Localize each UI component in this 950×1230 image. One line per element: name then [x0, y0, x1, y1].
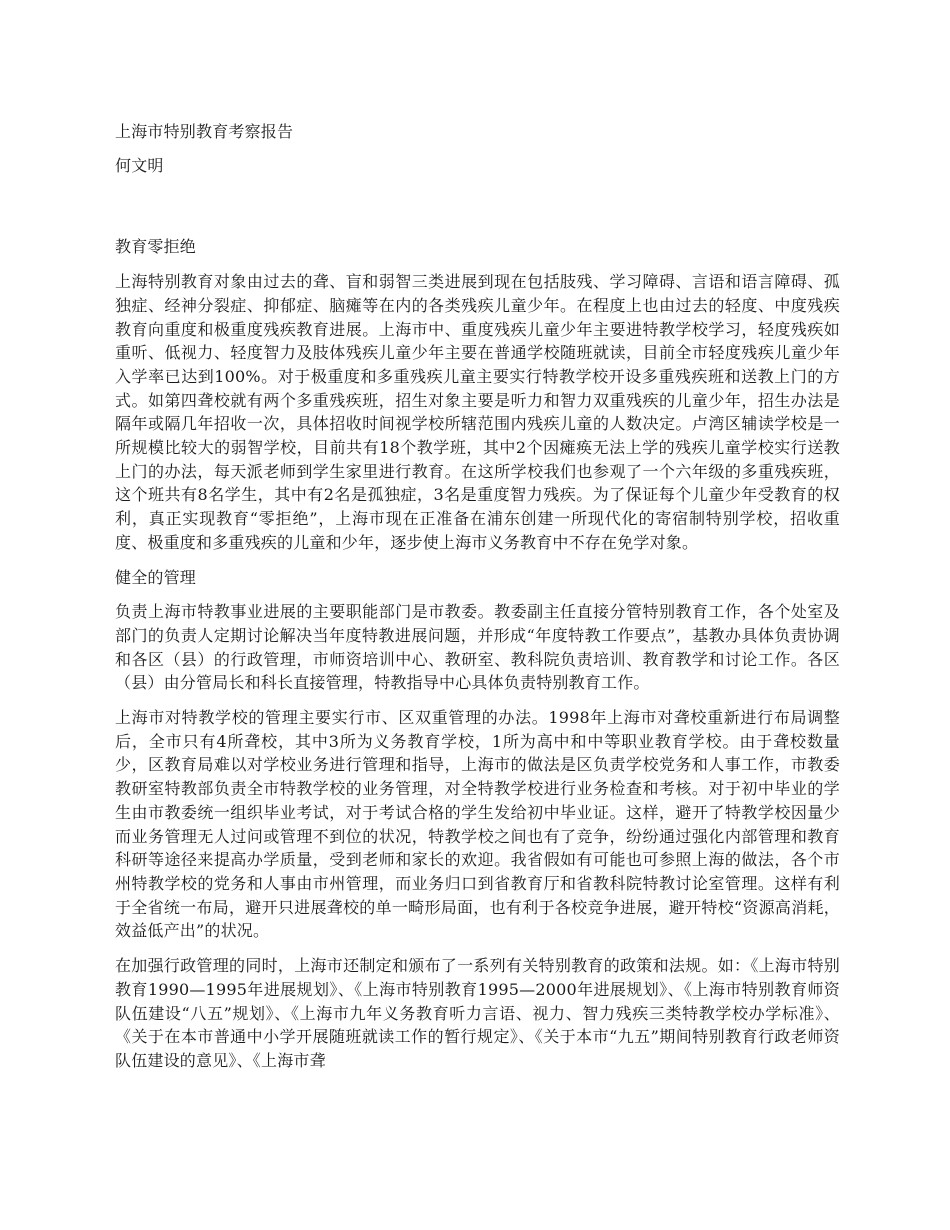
- body-paragraph: 在加强行政管理的同时，上海市还制定和颁布了一系列有关特别教育的政策和法规。如：《上海市特别教育1990—1995年进展规划》、《上海市特别教育1995—2000年进展规划》、《上海市特别教育师资队伍建设“八五”规划》、《上海市九年义务教育听力言语、视力、智力残疾三类特教学校办学标准》、《关于在本市普通中小学开展随班就读工作的暂行规定》、《关于本市“九五”期间特别教育行政老师资队伍建设的意见》、《上海市聋: [115, 956, 840, 1070]
- section-heading-zero-rejection: 教育零拒绝: [115, 237, 197, 257]
- section-heading-management: 健全的管理: [115, 567, 197, 587]
- body-paragraph: 负责上海市特教事业进展的主要职能部门是市教委。教委副主任直接分管特别教育工作，各个处室及部门的负责人定期讨论解决当年度特教进展问题，并形成“年度特教工作要点”，基教办具体负责协调和各区（县）的行政管理，市师资培训中心、教研室、教科院负责培训、教育教学和讨论工作。各区（县）由分管局长和科长直接管理，特教指导中心具体负责特别教育工作。: [115, 602, 840, 693]
- document-author: 何文明: [115, 155, 164, 175]
- body-paragraph: 上海市对特教学校的管理主要实行市、区双重管理的办法。1998年上海市对聋校重新进行布局调整后，全市只有4所聋校，其中3所为义务教育学校，1所为高中和中等职业教育学校。由于聋校数量少，区教育局难以对学校业务进行管理和指导，上海市的做法是区负责学校党务和人事工作，市教委教研室特教部负责全市特教学校的业务管理，对全特教学校进行业务检查和考核。对于初中毕业的学生由市教委统一组织毕业考试，对于考试合格的学生发给初中毕业证。这样，避开了特教学校因量少而业务管理无人过问或管理不到位的状况，特教学校之间也有了竞争，纷纷通过强化内部管理和教育科研等途径来提高办学质量，受到老师和家长的欢迎。我省假如有可能也可参照上海的做法，各个市州特教学校的党务和人事由市州管理，而业务归口到省教育厅和省教科院特教讨论室管理。这样有利于全省统一布局，避开只进展聋校的单一畸形局面，也有利于各校竞争进展，避开特校“资源高消耗，效益低产出”的状况。: [115, 708, 840, 941]
- document-page: [115, 120, 840, 1084]
- document-title: 上海市特别教育考察报告: [115, 122, 294, 141]
- body-paragraph: 上海特别教育对象由过去的聋、盲和弱智三类进展到现在包括肢残、学习障碍、言语和语言障碍、孤独症、经神分裂症、抑郁症、脑瘫等在内的各类残疾儿童少年。在程度上也由过去的轻度、中度残疾教育向重度和极重度残疾教育进展。上海市中、重度残疾儿童少年主要进特教学校学习，轻度残疾如重听、低视力、轻度智力及肢体残疾儿童少年主要在普通学校随班就读，目前全市轻度残疾儿童少年入学率已达到100%。对于极重度和多重残疾儿童主要实行特教学校开设多重残疾班和送教上门的方式。如第四聋校就有两个多重残疾班，招生对象主要是听力和智力双重残疾的儿童少年，招生办法是隔年或隔几年招收一次，具体招收时间视学校所辖范围内残疾儿童的人数决定。卢湾区辅读学校是一所规模比较大的弱智学校，目前共有18个教学班，其中2个因瘫痪无法上学的残疾儿童学校实行送教上门的办法，每天派老师到学生家里进行教育。在这所学校我们也参观了一个六年级的多重残疾班，这个班共有8名学生，其中有2名是孤独症，3名是重度智力残疾。为了保证每个儿童少年受教育的权利，真正实现教育“零拒绝”，上海市现在正准备在浦东创建一所现代化的寄宿制特别学校，招收重度、极重度和多重残疾的儿童和少年，逐步使上海市义务教育中不存在免学对象。: [115, 272, 840, 552]
